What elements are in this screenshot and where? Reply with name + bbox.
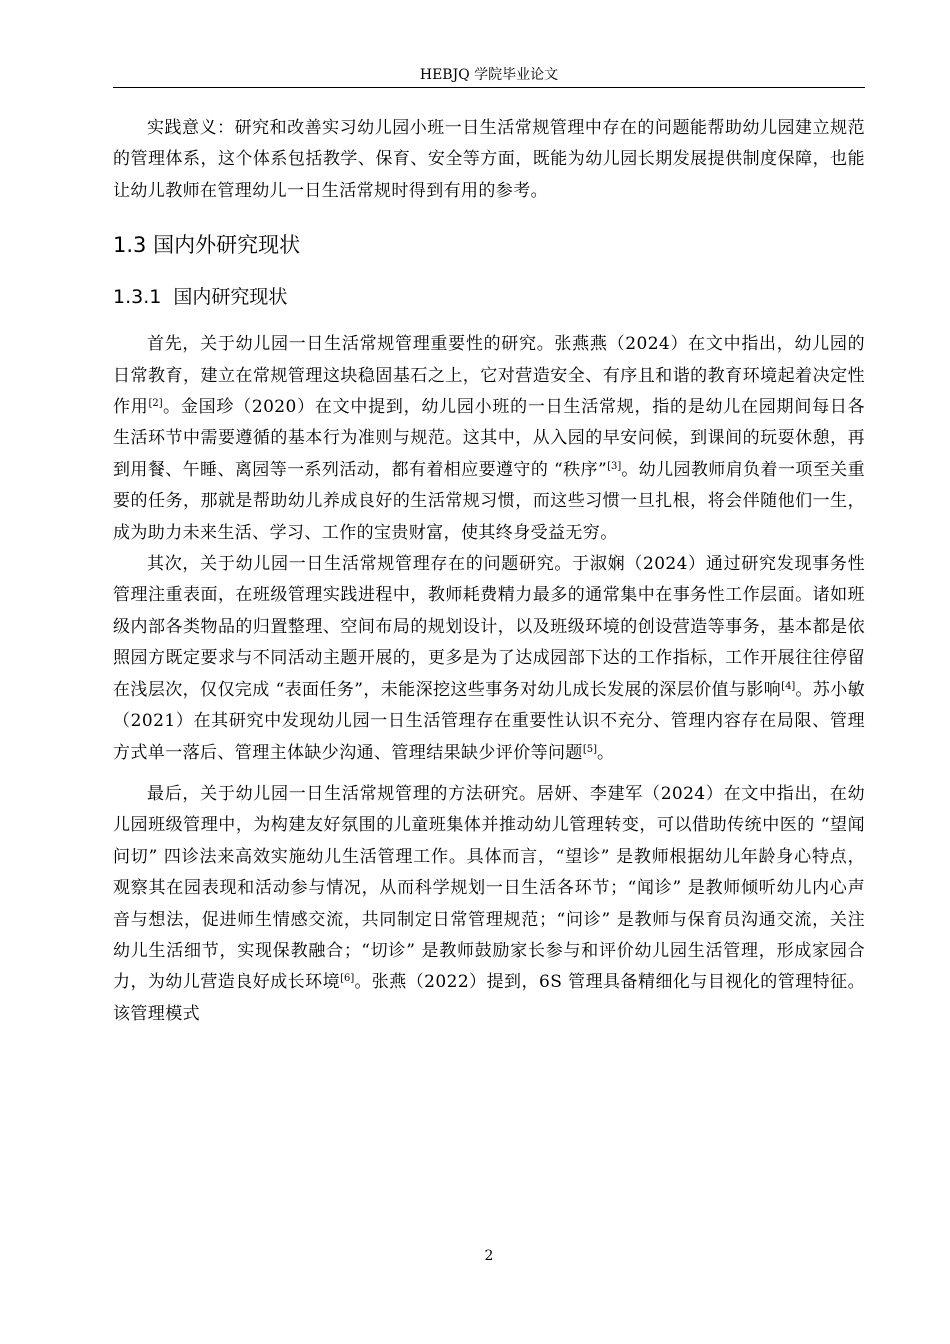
header-rule — [113, 87, 865, 88]
text-run: 其次，关于幼儿园一日生活常规管理存在的问题研究。于淑娴（2024）通过研究发现事务性管理注重表面，在班级管理实践进程中，教师耗费精力最多的通常集中在事务性工作层面。诸如班级内部各类物品的归置整理、空间布局的规划设计，以及班级环境的创设营造等事务，基本都是依照园方既定要求与不同活动主题开展的，更多是为了达成园部下达的工作指标，工作开展往往停留在浅层次，仅仅完成 “表面任务”，未能深挖这些事务对幼儿成长发展的深层价值与影响 — [113, 554, 865, 700]
citation-ref-4: [4] — [781, 680, 796, 692]
practical-significance-paragraph: 实践意义：研究和改善实习幼儿园小班一日生活常规管理中存在的问题能帮助幼儿园建立规范的管理体系，这个体系包括教学、保育、安全等方面，既能为幼儿园长期发展提供制度保障，也能让幼儿教师在管理幼儿一日生活常规时得到有用的参考。 — [113, 118, 865, 201]
citation-ref-2: [2] — [148, 398, 163, 410]
text-run: 。苏小敏（2021）在其研究中发现幼儿园一日生活管理存在重要性认识不充分、管理内容存在局限、管理方式单一落后、管理主体缺少沟通、管理结果缺少评价等问题 — [113, 679, 865, 763]
subsection-title: 国内研究现状 — [173, 286, 288, 309]
methods-research-paragraph — [113, 779, 865, 1030]
page-body — [113, 113, 865, 1030]
text-run: 。金国珍（2020）在文中提到，幼儿园小班的一日生活常规，指的是幼儿在园期间每日各生活环节中需要遵循的基本行为准则与规范。这其中，从入园的早安问候，到课间的玩耍休憩，再到用餐、午睡、离园等一系列活动，都有着相应要遵守的 “秩序” — [113, 397, 865, 480]
importance-research-paragraph — [113, 329, 865, 549]
text-run: 最后，关于幼儿园一日生活常规管理的方法研究。居妍、李建军（2024）在文中指出，在幼儿园班级管理中，为构建友好氛围的儿童班集体并推动幼儿管理转变，可以借助传统中医的 “望闻问切” 四诊法来高效实施幼儿生活管理工作。具体而言，“望诊” 是教师根据幼儿年龄身心特点，观察其在园表现和活动参与情况，从而科学规划一日生活各环节；“闻诊” 是教师倾听幼儿内心声音与想法，促进师生情感交流，共同制定日常管理规范；“问诊” 是教师与保育员沟通交流，关注幼儿生活细节，实现保教融合；“切诊” 是教师鼓励家长参与和评价幼儿园生活管理，形成家园合力，为幼儿营造良好成长环境 — [113, 783, 865, 993]
text-run: 。幼儿园教师肩负着一项至关重要的任务，那就是帮助幼儿养成良好的生活常规习惯，而这些习惯一旦扎根，将会伴随他们一生，成为助力未来生活、学习、工作的宝贵财富，使其终身受益无穷。 — [113, 459, 865, 543]
text-run: 。张燕（2022）提到，6S 管理具备精细化与目视化的管理特征。该管理模式 — [113, 972, 865, 1024]
subsection-number: 1.3.1 — [113, 286, 162, 309]
text-run: 。 — [596, 742, 615, 763]
citation-ref-6: [6] — [340, 973, 355, 985]
page-number: 2 — [484, 1248, 494, 1264]
citation-ref-5: [5] — [582, 743, 597, 755]
citation-ref-3: [3] — [607, 460, 622, 472]
text-run: 首先，关于幼儿园一日生活常规管理重要性的研究。张燕燕（2024）在文中指出，幼儿园的日常教育，建立在常规管理这块稳固基石之上，它对营造安全、有序且和谐的教育环境起着决定性作用 — [113, 334, 865, 418]
subsection-heading-1-3-1 — [113, 275, 865, 319]
running-header: HEBJQ 学院毕业论文 — [419, 67, 559, 83]
problems-research-paragraph — [113, 549, 865, 769]
section-heading-1-3: 1.3 国内外研究现状 — [113, 233, 301, 258]
